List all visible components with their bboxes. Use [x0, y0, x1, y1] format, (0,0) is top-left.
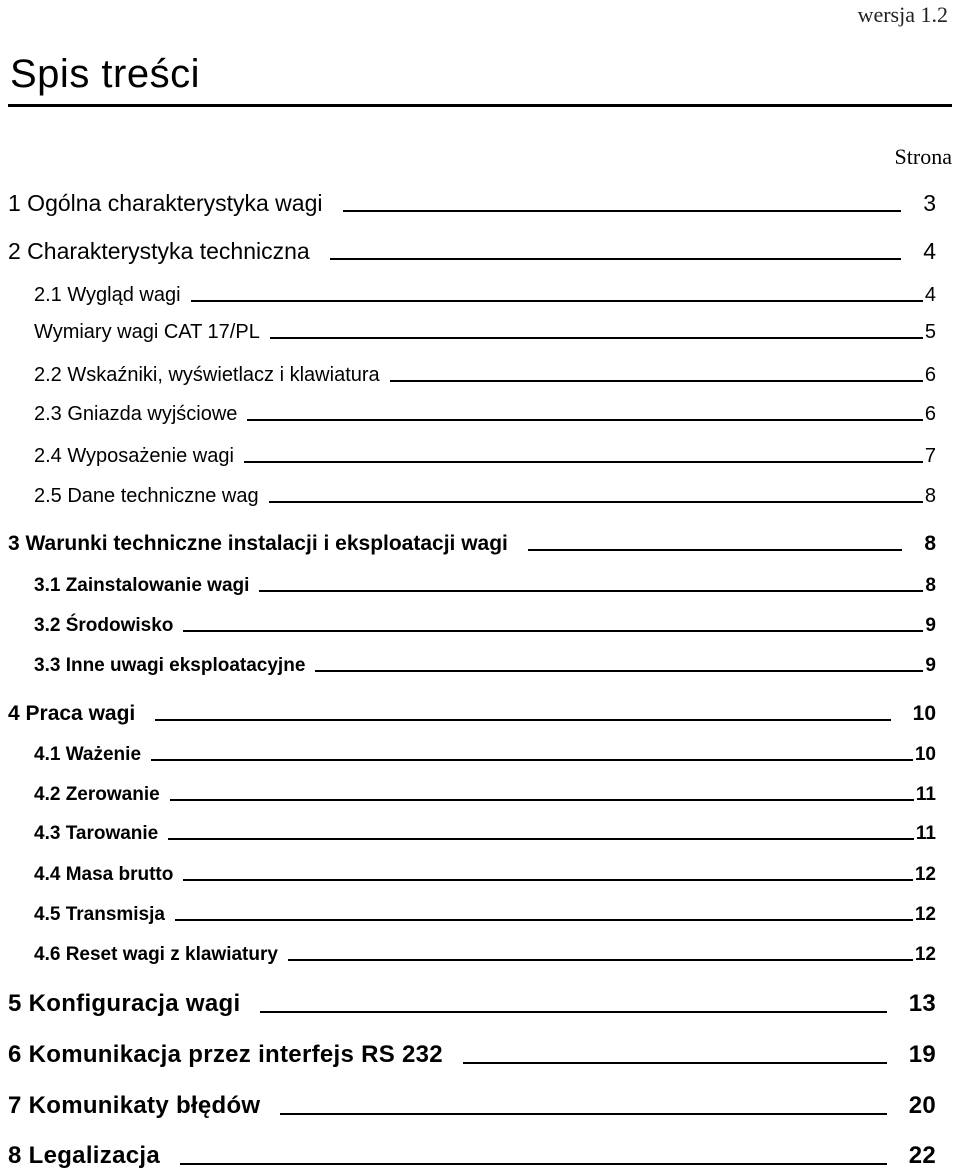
- toc-entry[interactable]: [34, 904, 936, 926]
- toc-entry-page: 6: [924, 403, 936, 425]
- toc-entry-page: 11: [915, 784, 936, 805]
- toc-entry[interactable]: [8, 1142, 936, 1170]
- toc-leader-line: [269, 501, 923, 503]
- toc-entry-label: 2.4 Wyposażenie wagi: [34, 445, 234, 467]
- toc-leader-line: [288, 959, 913, 961]
- page-column-label: Strona: [894, 144, 952, 169]
- toc-leader-line: [270, 337, 923, 339]
- toc-entry-page: 9: [925, 615, 936, 636]
- toc-entry-page: 20: [908, 1092, 936, 1119]
- toc-entry[interactable]: [8, 990, 936, 1018]
- toc-entry[interactable]: [34, 403, 936, 426]
- toc-entry-page: 10: [914, 744, 936, 765]
- toc-entry-label: 3.1 Zainstalowanie wagi: [34, 575, 250, 596]
- toc-entry[interactable]: [8, 702, 936, 726]
- toc-leader-line: [155, 719, 890, 721]
- toc-entry-label: 4.4 Masa brutto: [34, 864, 174, 885]
- toc-entry-label: 4.1 Ważenie: [34, 744, 142, 765]
- toc-entry-page: 5: [924, 321, 936, 343]
- toc-leader-line: [330, 258, 902, 260]
- toc-entry-page: 12: [914, 944, 936, 965]
- toc-entry-label: 4.2 Zerowanie: [34, 784, 160, 805]
- toc-entry-page: 6: [924, 364, 936, 386]
- toc-entry-label: 8 Legalizacja: [8, 1142, 160, 1169]
- toc-entry[interactable]: [8, 1041, 936, 1069]
- toc-entry[interactable]: [34, 655, 936, 677]
- toc-entry[interactable]: [34, 744, 936, 766]
- toc-entry-label: 2.5 Dane techniczne wag: [34, 485, 259, 507]
- toc-entry-label: 5 Konfiguracja wagi: [8, 990, 241, 1017]
- toc-leader-line: [260, 1011, 886, 1013]
- toc-entry-label: 2.2 Wskaźniki, wyświetlacz i klawiatura: [34, 364, 380, 386]
- toc-entry[interactable]: [34, 284, 936, 307]
- toc-leader-line: [175, 919, 913, 921]
- toc-entry[interactable]: [34, 575, 936, 597]
- toc-entry-label: 3 Warunki techniczne instalacji i eksploatacji wagi: [8, 532, 508, 555]
- toc-entry-label: 6 Komunikacja przez interfejs RS 232: [8, 1041, 443, 1068]
- toc-entry-page: 3: [923, 190, 936, 216]
- toc-entry-label: 1 Ogólna charakterystyka wagi: [8, 190, 323, 216]
- toc-leader-line: [247, 419, 922, 421]
- toc-entry[interactable]: [34, 321, 936, 344]
- toc-entry[interactable]: [34, 944, 936, 966]
- toc-entry-page: 11: [915, 823, 936, 844]
- toc-leader-line: [170, 799, 914, 801]
- toc-entry[interactable]: [34, 615, 936, 637]
- toc-leader-line: [244, 461, 923, 463]
- toc-entry-label: 4.5 Transmisja: [34, 904, 165, 925]
- toc-leader-line: [343, 210, 902, 212]
- toc-entry-page: 19: [908, 1041, 936, 1068]
- toc-leader-line: [183, 879, 912, 881]
- toc-entry-page: 12: [914, 904, 936, 925]
- toc-entry[interactable]: [34, 864, 936, 886]
- toc-entry-page: 8: [925, 575, 936, 596]
- toc-entry[interactable]: [34, 485, 936, 508]
- toc-entry[interactable]: [8, 1092, 936, 1120]
- toc-entry-page: 22: [908, 1142, 936, 1169]
- toc-entry-label: 7 Komunikaty błędów: [8, 1092, 261, 1119]
- toc-entry-label: Wymiary wagi CAT 17/PL: [34, 321, 260, 343]
- toc-leader-line: [183, 630, 923, 632]
- toc-leader-line: [168, 838, 914, 840]
- toc-entry-page: 4: [924, 284, 936, 306]
- toc-entry[interactable]: [34, 445, 936, 468]
- toc-leader-line: [280, 1113, 886, 1115]
- toc-entry-label: 4 Praca wagi: [8, 702, 136, 725]
- toc-leader-line: [463, 1062, 887, 1064]
- toc-leader-line: [390, 380, 923, 382]
- toc-entry-page: 10: [912, 702, 936, 725]
- toc-entry-page: 4: [923, 238, 936, 264]
- toc-entry-page: 7: [924, 445, 936, 467]
- toc-leader-line: [528, 549, 902, 551]
- toc-entry-page: 13: [908, 990, 936, 1017]
- toc-entry-label: 2.1 Wygląd wagi: [34, 284, 181, 306]
- toc-entry[interactable]: [34, 784, 936, 806]
- toc-leader-line: [151, 759, 913, 761]
- toc-entry-label: 4.6 Reset wagi z klawiatury: [34, 944, 278, 965]
- version-label: wersja 1.2: [857, 2, 948, 27]
- toc-entry-label: 2 Charakterystyka techniczna: [8, 238, 310, 264]
- toc-entry[interactable]: [34, 364, 936, 387]
- toc-entry-label: 3.3 Inne uwagi eksploatacyjne: [34, 655, 306, 676]
- toc-entry-page: 8: [924, 485, 936, 507]
- toc-leader-line: [191, 300, 923, 302]
- toc-entry[interactable]: [8, 190, 936, 217]
- toc-entry[interactable]: [8, 238, 936, 265]
- toc-leader-line: [259, 590, 923, 592]
- toc-leader-line: [315, 670, 923, 672]
- page-title: Spis treści: [10, 52, 200, 96]
- toc-leader-line: [180, 1163, 887, 1165]
- toc-entry-page: 12: [914, 864, 936, 885]
- toc-entry[interactable]: [8, 532, 936, 556]
- toc-entry-label: 2.3 Gniazda wyjściowe: [34, 403, 238, 425]
- toc-entry-page: 9: [925, 655, 936, 676]
- toc-entry-label: 4.3 Tarowanie: [34, 823, 159, 844]
- toc-entry[interactable]: [34, 823, 936, 845]
- toc-entry-label: 3.2 Środowisko: [34, 615, 174, 636]
- toc-entry-page: 8: [924, 532, 936, 555]
